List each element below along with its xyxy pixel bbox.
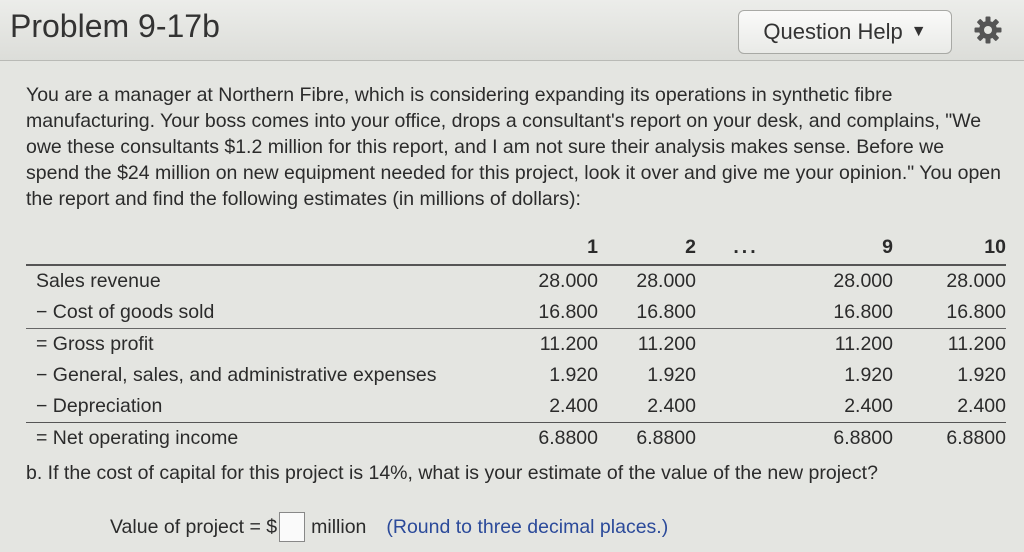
table-cell: 28.000: [636, 270, 696, 292]
row-label: − Cost of goods sold: [36, 301, 215, 323]
column-header: 9: [882, 236, 893, 258]
value-of-project-input[interactable]: [279, 512, 305, 542]
table-cell: 1.920: [549, 364, 598, 386]
table-cell: 16.800: [636, 301, 696, 323]
table-cell: 2.400: [844, 395, 893, 417]
row-label: = Gross profit: [36, 333, 154, 355]
table-row: [26, 264, 1006, 297]
table-cell: 2.400: [957, 395, 1006, 417]
table-cell: 6.8800: [946, 427, 1006, 449]
row-label: = Net operating income: [36, 427, 239, 449]
column-header: 1: [587, 236, 598, 258]
question-help-label: Question Help: [763, 19, 903, 44]
table-row: [26, 422, 1006, 454]
row-label: Sales revenue: [36, 270, 161, 292]
row-label: − Depreciation: [36, 395, 163, 417]
table-cell: 2.400: [549, 395, 598, 417]
problem-title: Problem 9-17b: [10, 8, 220, 44]
table-cell: 11.200: [539, 333, 598, 355]
table-cell: 6.8800: [636, 427, 696, 449]
question-help-button[interactable]: [738, 10, 952, 54]
table-row: [26, 297, 1006, 328]
row-label: − General, sales, and administrative expenses: [36, 364, 437, 386]
table-cell: 16.800: [538, 301, 598, 323]
table-row: [26, 391, 1006, 422]
caret-down-icon: ▼: [910, 23, 927, 40]
column-header: 10: [984, 236, 1006, 258]
table-cell: 11.200: [947, 333, 1006, 355]
table-cell: 16.800: [946, 301, 1006, 323]
problem-description: You are a manager at Northern Fibre, which is considering expanding its operations in synthetic fibre manufacturing. Your boss comes into your office, drops a consultant's report on your desk, and complains, "We owe these consultants $1.2 million for this report, and I am not sure their analysis makes sense. Before we spend the $24 million on new equipment needed for this project, look it over and give me your opinion." You open the report and find the following estimates (in millions of dollars):: [26, 84, 1001, 210]
problem-header: [0, 0, 1024, 61]
question-text: b. If the cost of capital for this project is 14%, what is your estimate of the value of the new project?: [26, 462, 878, 484]
table-cell: 28.000: [946, 270, 1006, 292]
table-cell: 6.8800: [538, 427, 598, 449]
table-header-row: [26, 232, 1006, 264]
answer-unit: million: [311, 515, 367, 538]
column-header: 2: [685, 236, 696, 258]
table-row: [26, 328, 1006, 360]
table-cell: 28.000: [833, 270, 893, 292]
rounding-hint: (Round to three decimal places.): [386, 515, 669, 538]
table-cell: 1.920: [957, 364, 1006, 386]
table-cell: 1.920: [844, 364, 893, 386]
table-cell: 16.800: [833, 301, 893, 323]
table-cell: 2.400: [647, 395, 696, 417]
gear-icon[interactable]: [970, 12, 1006, 48]
table-cell: 28.000: [538, 270, 598, 292]
table-cell: 1.920: [647, 364, 696, 386]
answer-line: [110, 512, 668, 542]
table-cell: 11.200: [834, 333, 893, 355]
table-row: [26, 360, 1006, 391]
table-cell: 11.200: [637, 333, 696, 355]
column-header-ellipsis: ...: [733, 236, 759, 258]
estimates-table: [26, 232, 1006, 454]
table-cell: 6.8800: [833, 427, 893, 449]
answer-prefix: Value of project = $: [110, 515, 278, 538]
